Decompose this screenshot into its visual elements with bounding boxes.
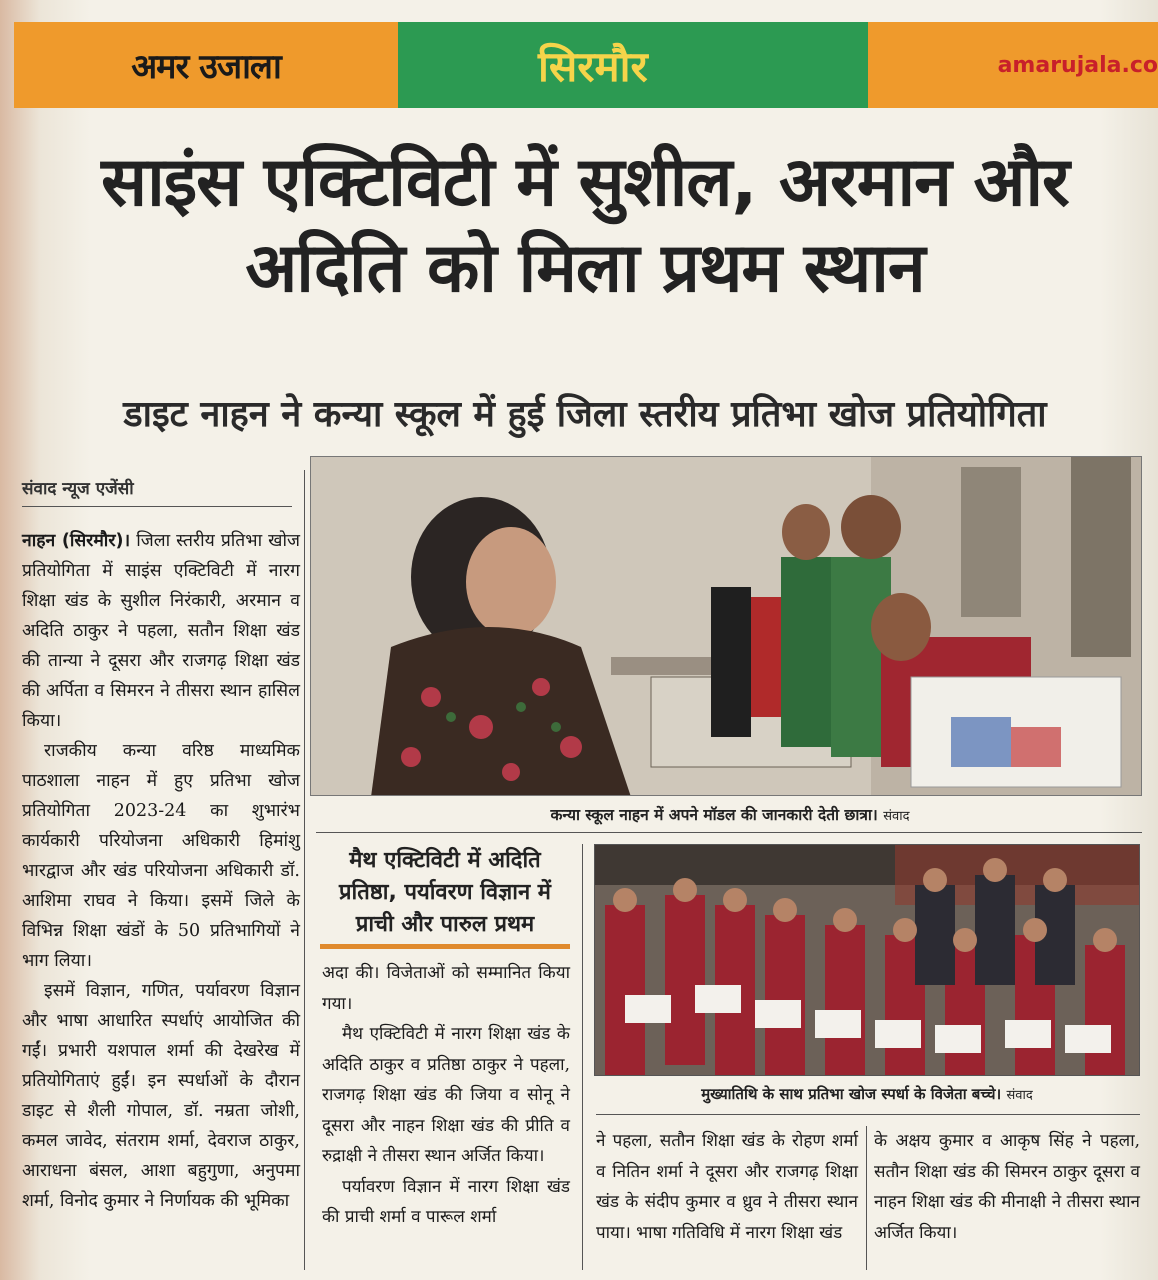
photo-student-model xyxy=(310,456,1142,796)
photo-winners-group xyxy=(594,844,1140,1076)
photo-credit-2: संवाद xyxy=(1006,1088,1033,1103)
article-column-middle xyxy=(322,958,570,1233)
byline: संवाद न्यूज एजेंसी xyxy=(22,479,134,499)
masthead-url-block xyxy=(868,22,1158,108)
middle-paragraph-2: मैथ एक्टिविटी में नारग शिक्षा खंड के अदिति ठाकुर व प्रतिष्ठा ठाकुर ने पहला, राजगढ़ शिक्षा खंड की जिया व सोनू ने दूसरा और नाहन शिक्षा खंड की प्रीति व रुद्राक्षी ने तीसरा स्थान अर्जित किया। xyxy=(322,1024,570,1166)
photo-caption-2-text: मुख्यातिथि के साथ प्रतिभा खोज स्पर्धा के विजेता बच्चे। xyxy=(701,1085,1002,1103)
box-heading: मैथ एक्टिविटी में अदिति प्रतिष्ठा, पर्यावरण विज्ञान में प्राची और पारुल प्रथम xyxy=(339,848,551,937)
photo-winners-group-image xyxy=(595,845,1140,1076)
photo-credit-1: संवाद xyxy=(883,809,910,824)
newspaper-logo: अमर उजाला xyxy=(131,47,281,87)
article-column-right-1: ने पहला, सतौन शिक्षा खंड के रोहण शर्मा व नितिन शर्मा ने दूसरा और राजगढ़ शिक्षा खंड के संदीप कुमार व ध्रुव ने तीसरा स्थान पाया। भाषा गतिविधि में नारग शिक्षा खंड xyxy=(596,1131,858,1243)
caption-rule xyxy=(316,832,1142,833)
caption-rule-2 xyxy=(596,1114,1140,1115)
byline-rule xyxy=(22,506,292,507)
masthead-section-block xyxy=(398,22,868,108)
article-column-left xyxy=(22,526,300,1216)
middle-paragraph-1: अदा की। विजेताओं को सम्मानित किया गया। xyxy=(322,963,570,1014)
photo-student-model-image xyxy=(311,457,1142,796)
photo-caption-1-text: कन्या स्कूल नाहन में अपने मॉडल की जानकारी देती छात्रा। xyxy=(550,806,878,824)
photo-caption-2 xyxy=(594,1084,1140,1104)
column-rule xyxy=(304,470,305,1270)
headline: साइंस एक्टिविटी में सुशील, अरमान और अदिति को मिला प्रथम स्थान xyxy=(101,143,1069,308)
lead-text: जिला स्तरीय प्रतिभा खोज प्रतियोगिता में साइंस एक्टिविटी में नारग शिक्षा खंड के सुशील निरंकारी, अरमान व अदिति ठाकुर ने पहला, सतौन शिक्षा खंड की तान्या ने दूसरा और राजगढ़ शिक्षा खंड की अर्पिता व सिमरन ने तीसरा स्थान हासिल किया। xyxy=(22,531,300,731)
website-url: amarujala.co xyxy=(997,52,1158,78)
column-rule-2 xyxy=(582,844,583,1270)
dateline: नाहन (सिरमौर)। xyxy=(22,531,131,551)
paragraph-3: इसमें विज्ञान, गणित, पर्यावरण विज्ञान और भाषा आधारित स्पर्धाएं आयोजित की गईं। प्रभारी यशपाल शर्मा की देखरेख में प्रतियोगिताएं हुईं। इन स्पर्धाओं के दौरान डाइट से शैली गोपाल, डॉ. नम्रता जोशी, कमल जावेद, संतराम शर्मा, देवराज ठाकुर, आराधना बंसल, आशा बहुगुणा, अनुपमा शर्मा, विनोद कुमार ने निर्णायक की भूमिका xyxy=(22,981,300,1211)
masthead xyxy=(14,22,1158,108)
paragraph-2: राजकीय कन्या वरिष्ठ माध्यमिक पाठशाला नाहन में हुए प्रतिभा खोज प्रतियोगिता 2023-24 का शुभारंभ कार्यकारी परियोजना अधिकारी हिमांशु भारद्वाज और खंड परियोजना अधिकारी डॉ. आशिमा राघव ने किया। इसमें जिले के विभिन्न शिक्षा खंडों के 50 प्रतिभागियों ने भाग लिया। xyxy=(22,741,300,971)
masthead-logo-block xyxy=(14,22,398,108)
photo-caption-1 xyxy=(320,803,1140,825)
lead-paragraph xyxy=(22,526,300,736)
subheadline: डाइट नाहन ने कन्या स्कूल में हुई जिला स्तरीय प्रतिभा खोज प्रतियोगिता xyxy=(123,394,1047,435)
column-rule-3 xyxy=(866,1126,867,1270)
section-title: सिरमौर xyxy=(538,41,648,91)
middle-paragraph-3: पर्यावरण विज्ञान में नारग शिक्षा खंड की प्राची शर्मा व पारूल शर्मा xyxy=(322,1176,570,1227)
article-column-right-2: के अक्षय कुमार व आकृष सिंह ने पहला, सतौन शिक्षा खंड की सिमरन ठाकुर दूसरा व नाहन शिक्षा खंड की मीनाक्षी ने तीसरा स्थान अर्जित किया। xyxy=(874,1131,1140,1243)
box-heading-underline xyxy=(320,944,570,949)
